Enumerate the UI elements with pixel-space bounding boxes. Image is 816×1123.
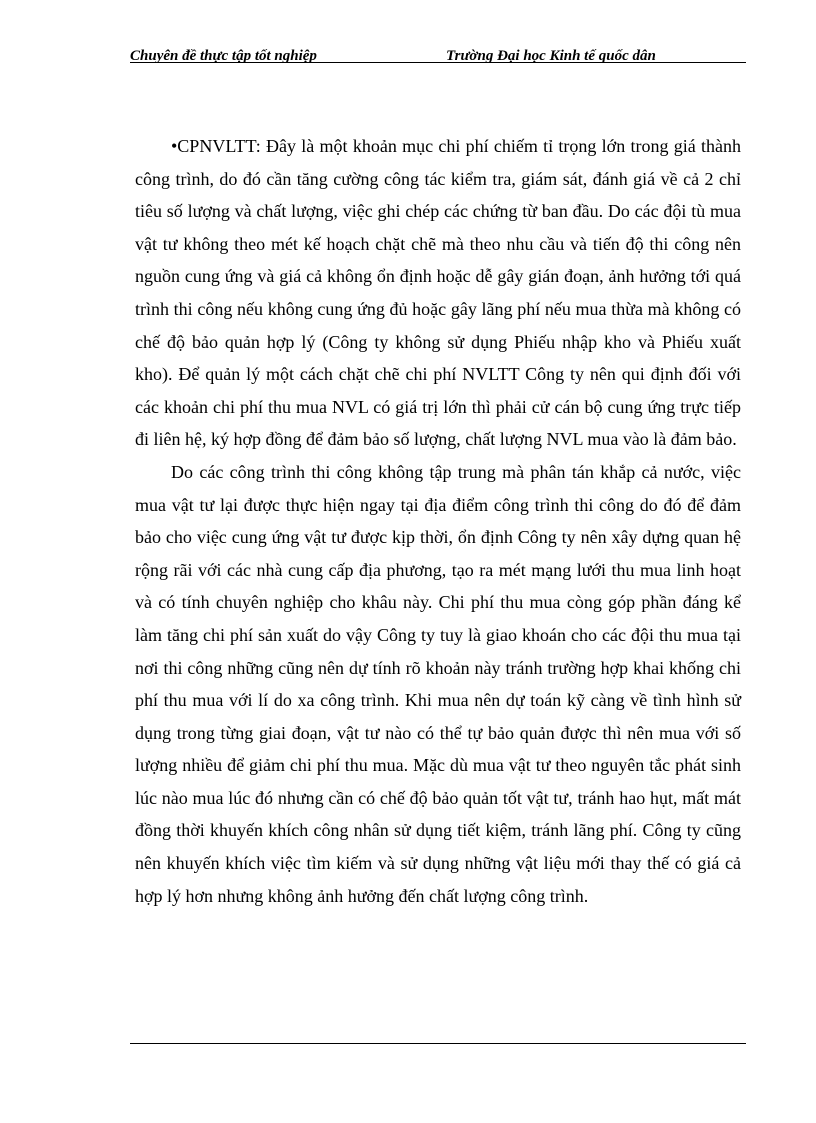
paragraph-procurement: Do các công trình thi công không tập trung mà phân tán khắp cả nước, việc mua vật tư lại được thực hiện ngay tại địa điểm công trình thi công do đó để đảm bảo cho việc cung ứng vật tư được kịp thời, ổn định Công ty nên xây dựng quan hệ rộng rãi với các nhà cung cấp địa phương, tạo ra mét mạng lưới thu mua linh hoạt và có tính chuyên nghiệp cho khâu này. Chi phí thu mua còng góp phần đáng kể làm tăng chi phí sản xuất do vậy Công ty tuy là giao khoán cho các đội thu mua tại nơi thi công những cũng nên dự tính rõ khoản này tránh trường hợp khai khống chi phí thu mua với lí do xa công trình. Khi mua nên dự toán kỹ càng về tình hình sử dụng trong từng giai đoạn, vật tư nào có thể tự bảo quản được thì nên mua với số lượng nhiều để giảm chi phí thu mua. Mặc dù mua vật tư theo nguyên tắc phát sinh lúc nào mua lúc đó nhưng cần có chế độ bảo quản tốt vật tư, tránh hao hụt, mất mát đồng thời khuyến khích công nhân sử dụng tiết kiệm, tránh lãng phí. Công ty cũng nên khuyến khích việc tìm kiếm và sử dụng những vật liệu mới thay thế có giá cả hợp lý hơn nhưng không ảnh hưởng đến chất lượng công trình. (135, 461, 741, 906)
header-report-title: Chuyên đề thực tập tốt nghiệp (130, 48, 317, 64)
header-divider (130, 62, 746, 63)
header-university-name: Trường Đại học Kinh tế quốc dân (446, 48, 656, 64)
footer-divider (130, 1043, 746, 1044)
paragraph-cpnvltt: •CPNVLTT: Đây là một khoản mục chi phí chiếm tỉ trọng lớn trong giá thành công trình, do đó cần tăng cường công tác kiểm tra, giám sát, đánh giá về cả 2 chỉ tiêu số lượng và chất lượng, việc ghi chép các chứng từ ban đầu. Do các đội tù mua vật tư không theo mét kế hoạch chặt chẽ mà theo nhu cầu và tiến độ thi công nên nguồn cung ứng và giá cả không ổn định hoặc dễ gây gián đoạn, ảnh hưởng tới quá trình thi công nếu không cung ứng đủ hoặc gây lãng phí nếu mua thừa mà không có chế độ bảo quản hợp lý (Công ty không sử dụng Phiếu nhập kho và Phiếu xuất kho). Để quản lý một cách chặt chẽ chi phí NVLTT Công ty nên qui định đối với các khoản chi phí thu mua NVL có giá trị lớn thì phải cử cán bộ cung ứng trực tiếp đi liên hệ, ký hợp đồng để đảm bảo số lượng, chất lượng NVL mua vào là đảm bảo. (135, 136, 741, 450)
page-header (130, 46, 746, 66)
document-body (135, 130, 741, 912)
